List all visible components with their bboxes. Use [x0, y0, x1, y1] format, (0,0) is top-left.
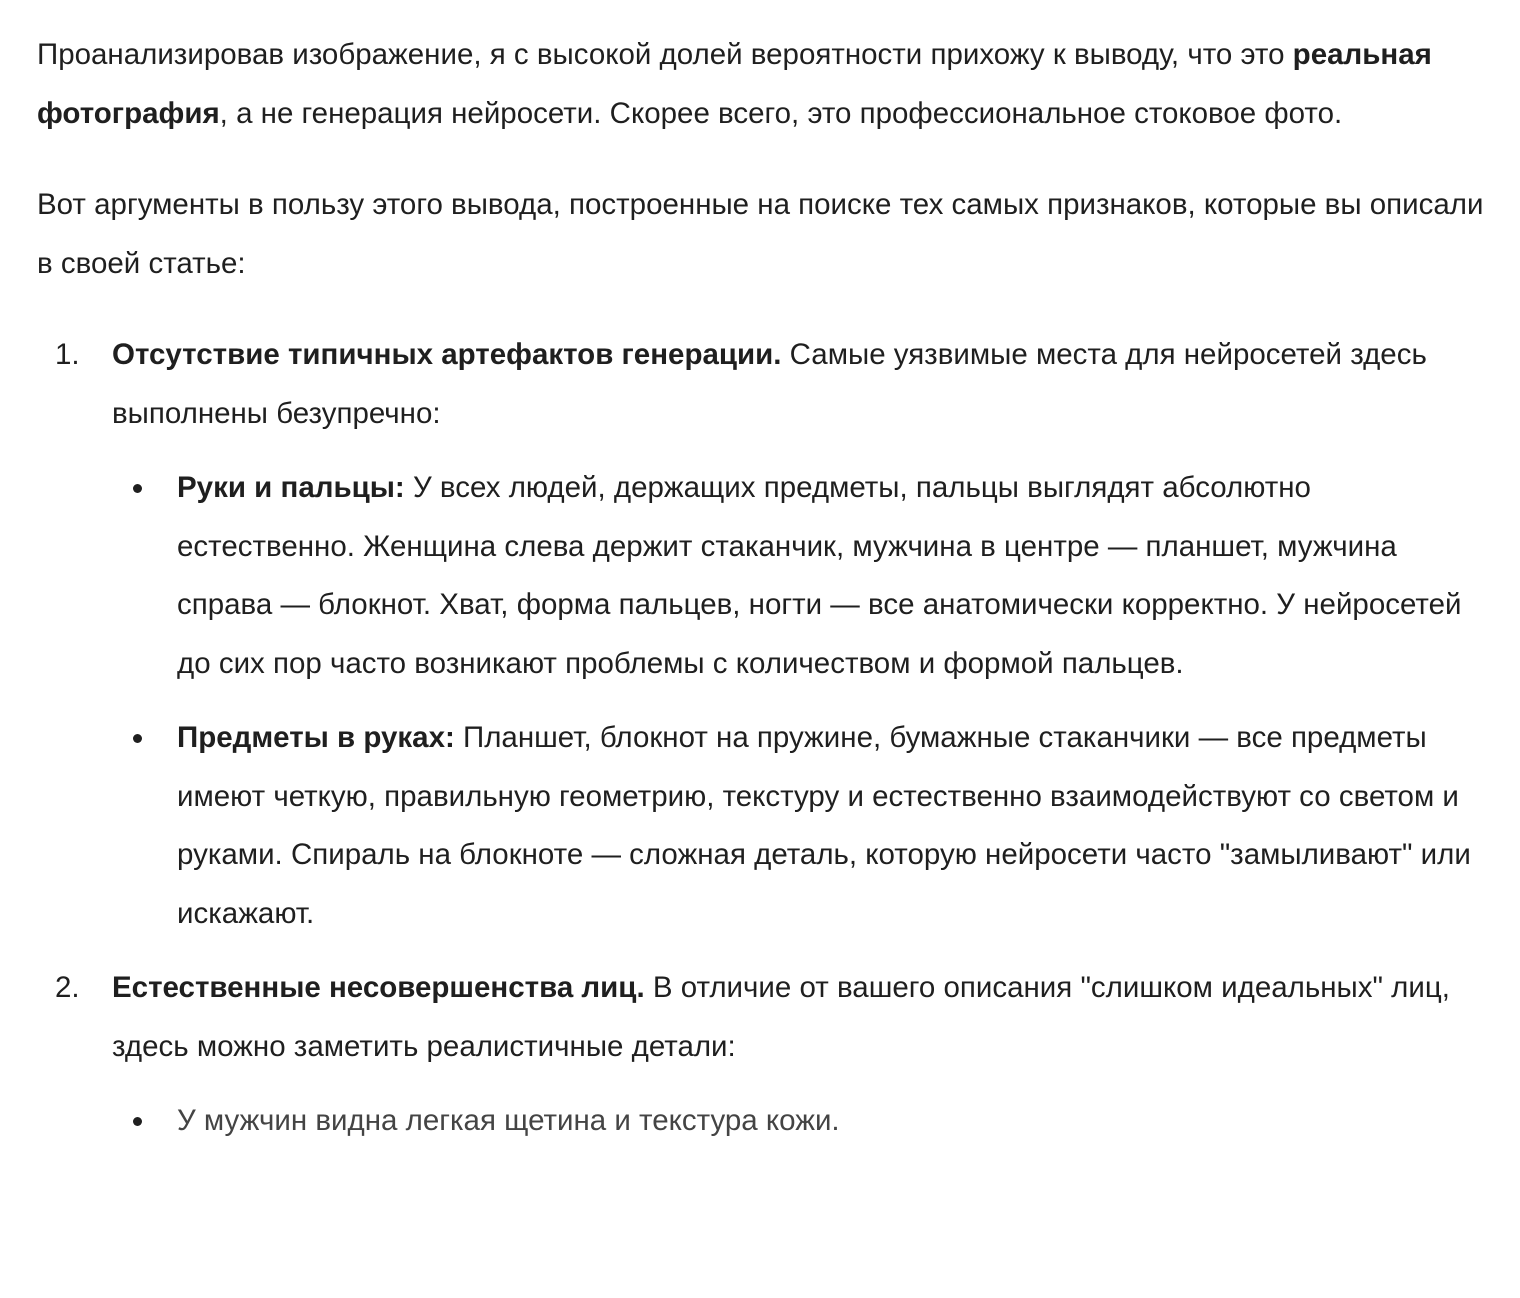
list-item [37, 326, 1497, 943]
list-number: 1. [55, 338, 80, 371]
arguments-intro-paragraph: Вот аргументы в пользу этого вывода, построенные на поиске тех самых признаков, которые вы описали в своей статье: [37, 188, 1484, 280]
list-item-title: Естественные несовершенства лиц. [112, 971, 645, 1004]
intro-paragraph: Проанализировав изображение, я с высокой долей вероятности прихожу к выводу, что это реальная фотография, а не генерация нейросети. Скорее всего, это профессиональное стоковое фото. [37, 38, 1432, 130]
bold-conclusion: реальная фотография [37, 38, 1432, 130]
sub-list [112, 459, 1497, 943]
response-document [37, 26, 1497, 1167]
list-number: 2. [55, 971, 80, 1004]
bullet-item: Предметы в руках: Планшет, блокнот на пружине, бумажные стаканчики — все предметы имеют четкую, правильную геометрию, текстуру и естественно взаимодействуют со светом и руками. Спираль на блокноте — сложная деталь, которую нейросети часто "замыливают" или искажают. [112, 709, 1497, 943]
bullet-item: У мужчин видна легкая щетина и текстура кожи. [112, 1092, 1497, 1151]
list-item-title: Отсутствие типичных артефактов генерации. [112, 338, 782, 371]
bullet-item: Руки и пальцы: У всех людей, держащих предметы, пальцы выглядят абсолютно естественно. Женщина слева держит стаканчик, мужчина в центре — планшет, мужчина справа — блокнот. Хват, форма пальцев, ногти — все анатомически корректно. У нейросетей до сих пор часто возникают проблемы с количеством и формой пальцев. [112, 459, 1497, 693]
list-item-text: Самые уязвимые места для нейросетей здесь выполнены безупречно: [112, 338, 1427, 430]
list-item-text: В отличие от вашего описания "слишком идеальных" лиц, здесь можно заметить реалистичные детали: [112, 971, 1450, 1063]
list-item [37, 959, 1497, 1151]
sub-list [112, 1092, 1497, 1151]
arguments-list [37, 326, 1497, 1151]
